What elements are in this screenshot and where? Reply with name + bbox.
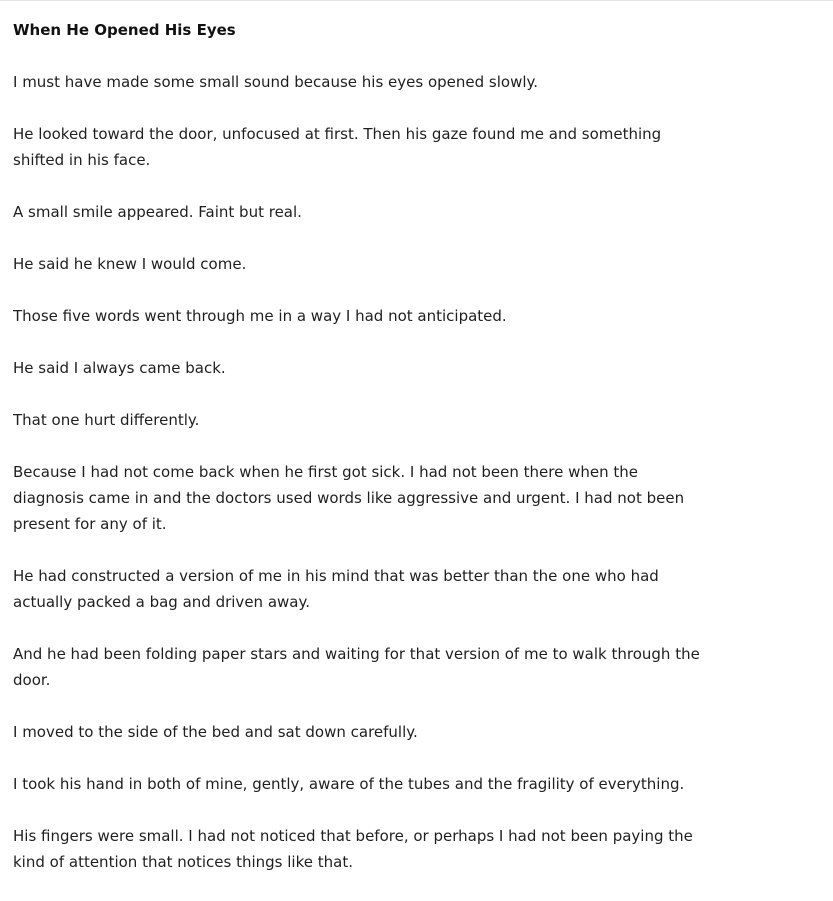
- paragraph: He looked toward the door, unfocused at first. Then his gaze found me and something shifted in his face.: [13, 125, 662, 169]
- top-divider: [0, 0, 833, 1]
- paragraph: I moved to the side of the bed and sat down carefully.: [13, 723, 418, 741]
- paragraph: He had constructed a version of me in his mind that was better than the one who had actually packed a bag and driven away.: [13, 567, 659, 611]
- paragraph: That one hurt differently.: [13, 411, 200, 429]
- paragraph: I must have made some small sound because his eyes opened slowly.: [13, 73, 539, 91]
- paragraph: And he had been folding paper stars and waiting for that version of me to walk through the door.: [13, 645, 700, 689]
- article-title: When He Opened His Eyes: [13, 21, 236, 39]
- paragraph: Those five words went through me in a way I had not anticipated.: [13, 307, 507, 325]
- paragraph: He said he knew I would come.: [13, 255, 247, 273]
- paragraph: He said I always came back.: [13, 359, 226, 377]
- paragraph: Because I had not come back when he first got sick. I had not been there when the diagnosis came in and the doctors used words like aggressive and urgent. I had not been present for any of it.: [13, 463, 685, 533]
- article-body: [13, 17, 713, 901]
- paragraph: His fingers were small. I had not noticed that before, or perhaps I had not been paying the kind of attention that notices things like that.: [13, 827, 693, 871]
- paragraph: A small smile appeared. Faint but real.: [13, 203, 302, 221]
- paragraph: I took his hand in both of mine, gently, aware of the tubes and the fragility of everything.: [13, 775, 685, 793]
